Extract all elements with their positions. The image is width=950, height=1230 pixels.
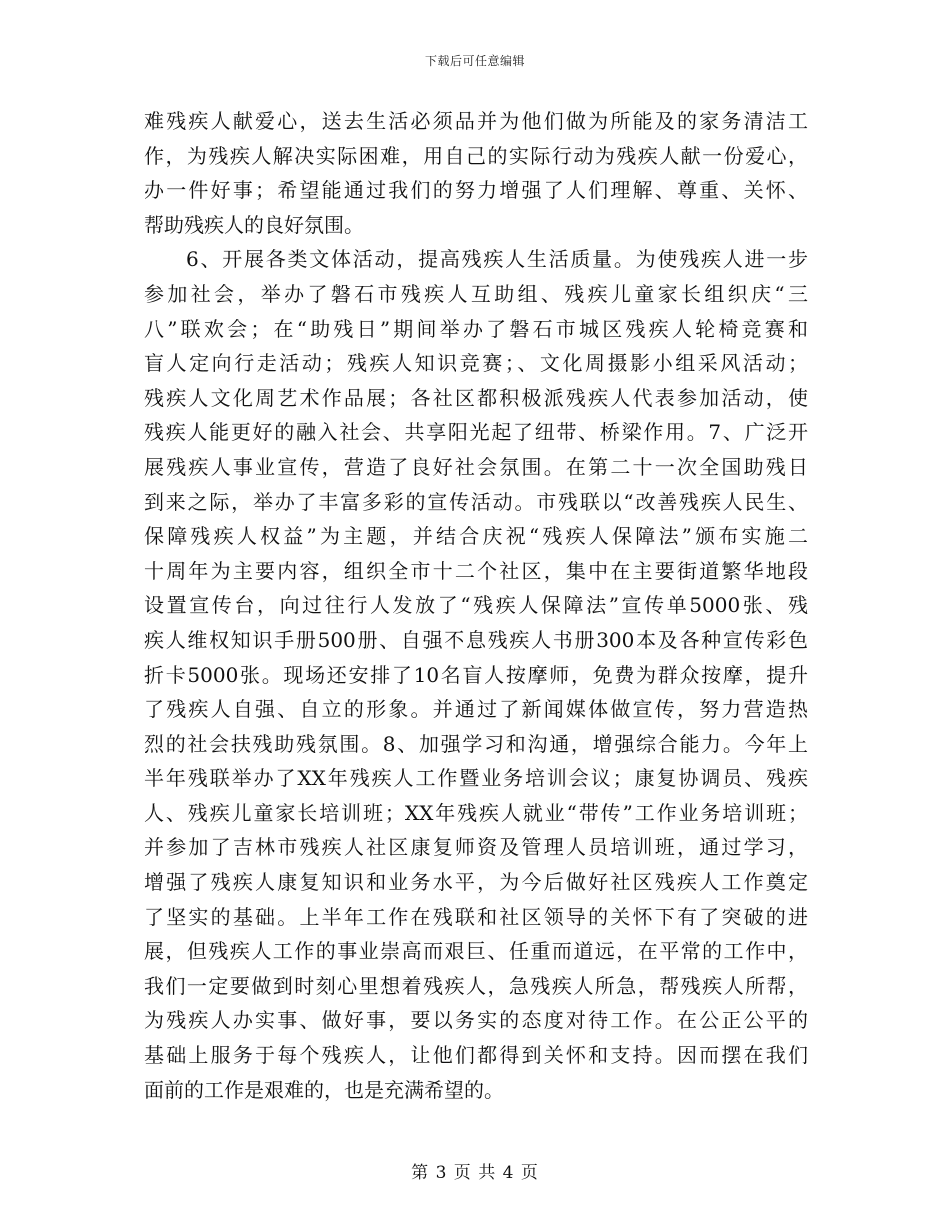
- page-footer: 第 3 页 共 4 页: [411, 1163, 539, 1183]
- page-header: 下载后可任意编辑: [424, 54, 525, 68]
- paragraph-line: 烈的社会扶残助残氛围。8、加强学习和沟通，增强综合能力。今年上: [144, 731, 808, 756]
- paragraph-line: 折卡5000张。现场还安排了10名盲人按摩师，免费为群众按摩，提升: [144, 662, 808, 687]
- paragraph-line: 保障残疾人权益”为主题，并结合庆祝“残疾人保障法”颁布实施二: [144, 524, 808, 549]
- paragraph-line: 并参加了吉林市残疾人社区康复师资及管理人员培训班，通过学习，: [144, 835, 808, 860]
- paragraph-line: 八”联欢会；在“助残日”期间举办了磐石市城区残疾人轮椅竞赛和: [144, 316, 808, 341]
- paragraph-line: 增强了残疾人康复知识和业务水平，为今后做好社区残疾人工作奠定: [144, 870, 808, 895]
- document-body: [144, 104, 808, 1107]
- paragraph-line: 到来之际，举办了丰富多彩的宣传活动。市残联以“改善残疾人民生、: [144, 489, 808, 514]
- paragraph-line: 我们一定要做到时刻心里想着残疾人，急残疾人所急，帮残疾人所帮，: [144, 973, 808, 998]
- paragraph-line: 参加社会，举办了磐石市残疾人互助组、残疾儿童家长组织庆“三: [144, 281, 808, 306]
- paragraph-line: 展，但残疾人工作的事业崇高而艰巨、任重而道远，在平常的工作中，: [144, 939, 808, 964]
- paragraph-line: 为残疾人办实事、做好事，要以务实的态度对待工作。在公正公平的: [144, 1008, 808, 1033]
- paragraph-line: 人、残疾儿童家长培训班；XX年残疾人就业“带传”工作业务培训班；: [144, 800, 808, 825]
- paragraph-line: 作，为残疾人解决实际困难，用自己的实际行动为残疾人献一份爱心，: [144, 143, 808, 168]
- paragraph-line: 疾人维权知识手册500册、自强不息残疾人书册300本及各种宣传彩色: [144, 627, 808, 652]
- paragraph-line: 残疾人能更好的融入社会、共享阳光起了纽带、桥梁作用。7、广泛开: [144, 420, 808, 445]
- paragraph-line: 基础上服务于每个残疾人，让他们都得到关怀和支持。因而摆在我们: [144, 1043, 808, 1068]
- paragraph-line: 办一件好事；希望能通过我们的努力增强了人们理解、尊重、关怀、: [144, 178, 808, 203]
- paragraph-line: 难残疾人献爱心，送去生活必须品并为他们做为所能及的家务清洁工: [144, 109, 808, 133]
- paragraph-line: 半年残联举办了XX年残疾人工作暨业务培训会议；康复协调员、残疾: [144, 766, 808, 791]
- paragraph-line: 残疾人文化周艺术作品展；各社区都积极派残疾人代表参加活动，使: [144, 385, 808, 410]
- paragraph-line: 展残疾人事业宣传，营造了良好社会氛围。在第二十一次全国助残日: [144, 454, 808, 479]
- paragraph-line: 了残疾人自强、自立的形象。并通过了新闻媒体做宣传，努力营造热: [144, 697, 808, 722]
- paragraph-line: 设置宣传台，向过往行人发放了“残疾人保障法”宣传单5000张、残: [144, 593, 808, 618]
- paragraph-line: 了坚实的基础。上半年工作在残联和社区领导的关怀下有了突破的进: [144, 904, 808, 929]
- paragraph-line: 十周年为主要内容，组织全市十二个社区，集中在主要街道繁华地段: [144, 558, 808, 583]
- paragraph-line: 6、开展各类文体活动，提高残疾人生活质量。为使残疾人进一步: [186, 247, 808, 272]
- paragraph-line: 帮助残疾人的良好氛围。: [144, 212, 364, 237]
- paragraph-line: 盲人定向行走活动；残疾人知识竞赛；、文化周摄影小组采风活动；: [144, 351, 808, 376]
- paragraph-line: 面前的工作是艰难的，也是充满希望的。: [144, 1077, 504, 1102]
